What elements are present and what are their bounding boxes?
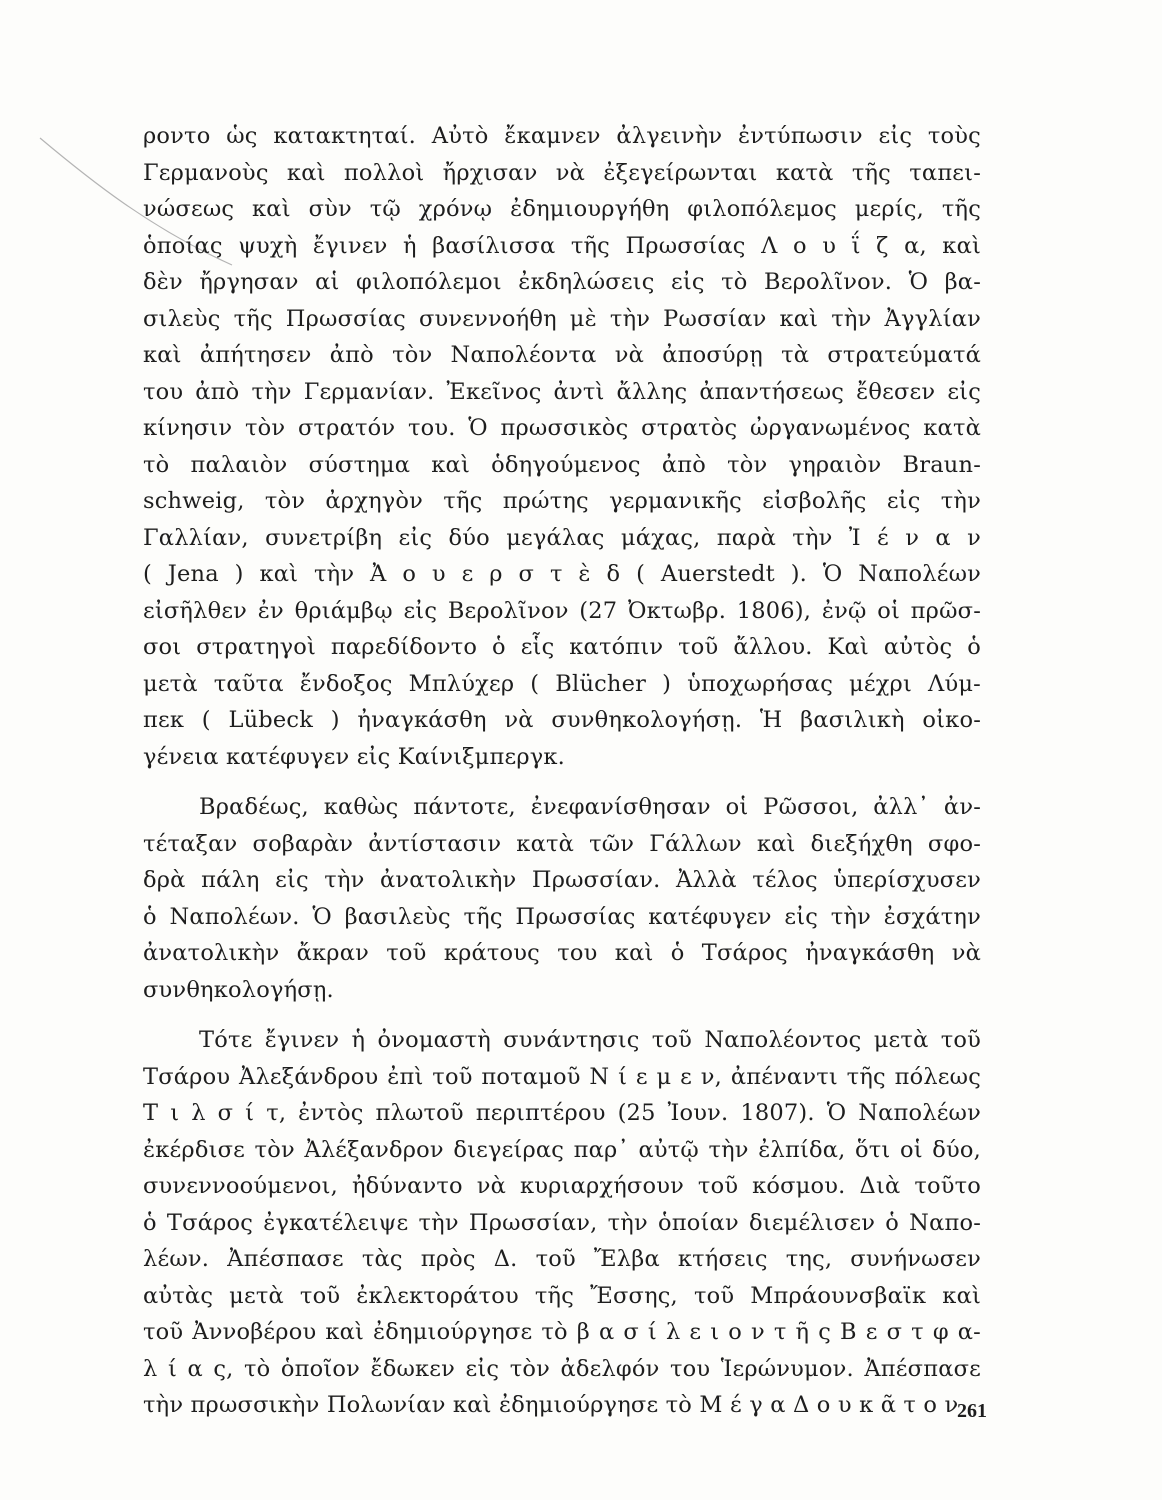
text-line: δρὰ πάλη εἰς τὴν ἀνατολικὴν Πρωσσίαν. Ἀλλὰ τέλος ὑπερίσχυσεν <box>143 867 981 893</box>
text-line: κίνησιν τὸν στρατόν του. Ὁ πρωσσικὸς στρατὸς ὠργανωμένος κατὰ <box>143 415 981 441</box>
text-line: τὴν πρωσσικὴν Πολωνίαν καὶ ἐδημιούργησε τὸ Μ έ γ α Δ ο υ κ ᾶ τ ο ν <box>143 1392 959 1418</box>
text-line: σιλεὺς τῆς Πρωσσίας συνεννοήθη μὲ τὴν Ρωσσίαν καὶ τὴν Ἀγγλίαν <box>143 305 981 332</box>
text-line: πεκ ( Lübeck ) ἠναγκάσθη νὰ συνθηκολογήσῃ. Ἡ βασιλικὴ οἰκο- <box>143 707 981 733</box>
text-line: λ ί α ς, τὸ ὁποῖον ἔδωκεν εἰς τὸν ἀδελφόν του Ἱερώνυμον. Ἀπέσπασε <box>143 1355 981 1382</box>
text-line: καὶ ἀπήτησεν ἀπὸ τὸν Ναπολέοντα νὰ ἀποσύρῃ τὰ στρατεύματά <box>143 342 981 368</box>
text-line: ὁποίας ψυχὴ ἔγινεν ἡ βασίλισσα τῆς Πρωσσίας Λ ο υ ΐ ζ α, καὶ <box>143 232 981 259</box>
page-number: 261 <box>957 1400 987 1422</box>
text-line: λέων. Ἀπέσπασε τὰς πρὸς Δ. τοῦ Ἔλβα κτήσεις της, συνήνωσεν <box>143 1246 981 1272</box>
text-line: ( Jena ) καὶ τὴν Ἀ ο υ ε ρ σ τ ὲ δ ( Auerstedt ). Ὁ Ναπολέων <box>143 561 981 587</box>
text-line: δὲν ἤργησαν αἱ φιλοπόλεμοι ἐκδηλώσεις εἰς τὸ Βερολῖνον. Ὁ βα- <box>143 269 981 295</box>
text-line: τὸ παλαιὸν σύστημα καὶ ὁδηγούμενος ἀπὸ τὸν γηραιὸν Braun- <box>143 451 981 478</box>
text-line: σοι στρατηγοὶ παρεδίδοντο ὁ εἷς κατόπιν τοῦ ἄλλου. Καὶ αὐτὸς ὁ <box>143 634 981 660</box>
text-line: ροντο ὡς κατακτηταί. Αὐτὸ ἔκαμνεν ἀλγεινὴν ἐντύπωσιν εἰς τοὺς <box>143 123 981 149</box>
text-line: του ἀπὸ τὴν Γερμανίαν. Ἐκεῖνος ἀντὶ ἄλλης ἀπαντήσεως ἔθεσεν εἰς <box>143 378 981 405</box>
page-text <box>143 118 981 1424</box>
text-line: Τσάρου Ἀλεξάνδρου ἐπὶ τοῦ ποταμοῦ Ν ί ε μ ε ν, ἀπέναντι τῆς πόλεως <box>143 1063 981 1090</box>
text-line: τέταξαν σοβαρὰν ἀντίστασιν κατὰ τῶν Γάλλων καὶ διεξήχθη σφο- <box>143 830 981 857</box>
paragraph <box>143 118 981 775</box>
text-line: ὁ Ναπολέων. Ὁ βασιλεὺς τῆς Πρωσσίας κατέφυγεν εἰς τὴν ἐσχάτην <box>143 903 981 930</box>
text-line: Γερμανοὺς καὶ πολλοὶ ἤρχισαν νὰ ἐξεγείρωνται κατὰ τῆς ταπει- <box>143 159 981 186</box>
text-line: νώσεως καὶ σὺν τῷ χρόνῳ ἐδημιουργήθη φιλοπόλεμος μερίς, τῆς <box>143 196 981 222</box>
paragraph <box>143 1022 981 1424</box>
paragraph <box>143 789 981 1008</box>
text-line: αὐτὰς μετὰ τοῦ ἐκλεκτοράτου τῆς Ἔσσης, τοῦ Μπράουνσβαϊκ καὶ <box>143 1282 981 1309</box>
text-line: schweig, τὸν ἀρχηγὸν τῆς πρώτης γερμανικῆς εἰσβολῆς εἰς τὴν <box>143 488 981 514</box>
text-line: μετὰ ταῦτα ἔνδοξος Μπλύχερ ( Blücher ) ὑποχωρήσας μέχρι Λύμ- <box>143 670 981 697</box>
text-line: Γαλλίαν, συνετρίβη εἰς δύο μεγάλας μάχας, παρὰ τὴν Ἰ έ ν α ν <box>143 524 981 551</box>
text-line: γένεια κατέφυγεν εἰς Καίνιξμπεργκ. <box>143 743 566 770</box>
text-line: ἐκέρδισε τὸν Ἀλέξανδρον διεγείρας παρ᾽ αὐτῷ τὴν ἐλπίδα, ὅτι οἱ δύο, <box>143 1136 981 1163</box>
text-line: Τ ι λ σ ί τ, ἐντὸς πλωτοῦ περιπτέρου (25 Ἰουν. 1807). Ὁ Ναπολέων <box>143 1100 981 1126</box>
text-line: συνεννοούμενοι, ἠδύναντο νὰ κυριαρχήσουν τοῦ κόσμου. Διὰ τοῦτο <box>143 1173 981 1199</box>
text-line: συνθηκολογήσῃ. <box>143 976 334 1003</box>
text-line: Τότε ἔγινεν ἡ ὀνομαστὴ συνάντησις τοῦ Ναπολέοντος μετὰ τοῦ <box>199 1027 981 1053</box>
text-line: εἰσῆλθεν ἐν θριάμβῳ εἰς Βερολῖνον (27 Ὀκτωβρ. 1806), ἐνῷ οἱ πρῶσ- <box>143 597 981 624</box>
text-line: ἀνατολικὴν ἄκραν τοῦ κράτους του καὶ ὁ Τσάρος ἠναγκάσθη νὰ <box>143 940 981 966</box>
text-line: Βραδέως, καθὼς πάντοτε, ἐνεφανίσθησαν οἱ Ρῶσσοι, ἀλλ᾽ ἀν- <box>199 794 981 820</box>
text-line: ὁ Τσάρος ἐγκατέλειψε τὴν Πρωσσίαν, τὴν ὁποίαν διεμέλισεν ὁ Ναπο- <box>143 1209 981 1236</box>
text-line: τοῦ Ἀννοβέρου καὶ ἐδημιούργησε τὸ β α σ ί λ ε ι ο ν τ ῆ ς Β ε σ τ φ α- <box>143 1319 981 1345</box>
